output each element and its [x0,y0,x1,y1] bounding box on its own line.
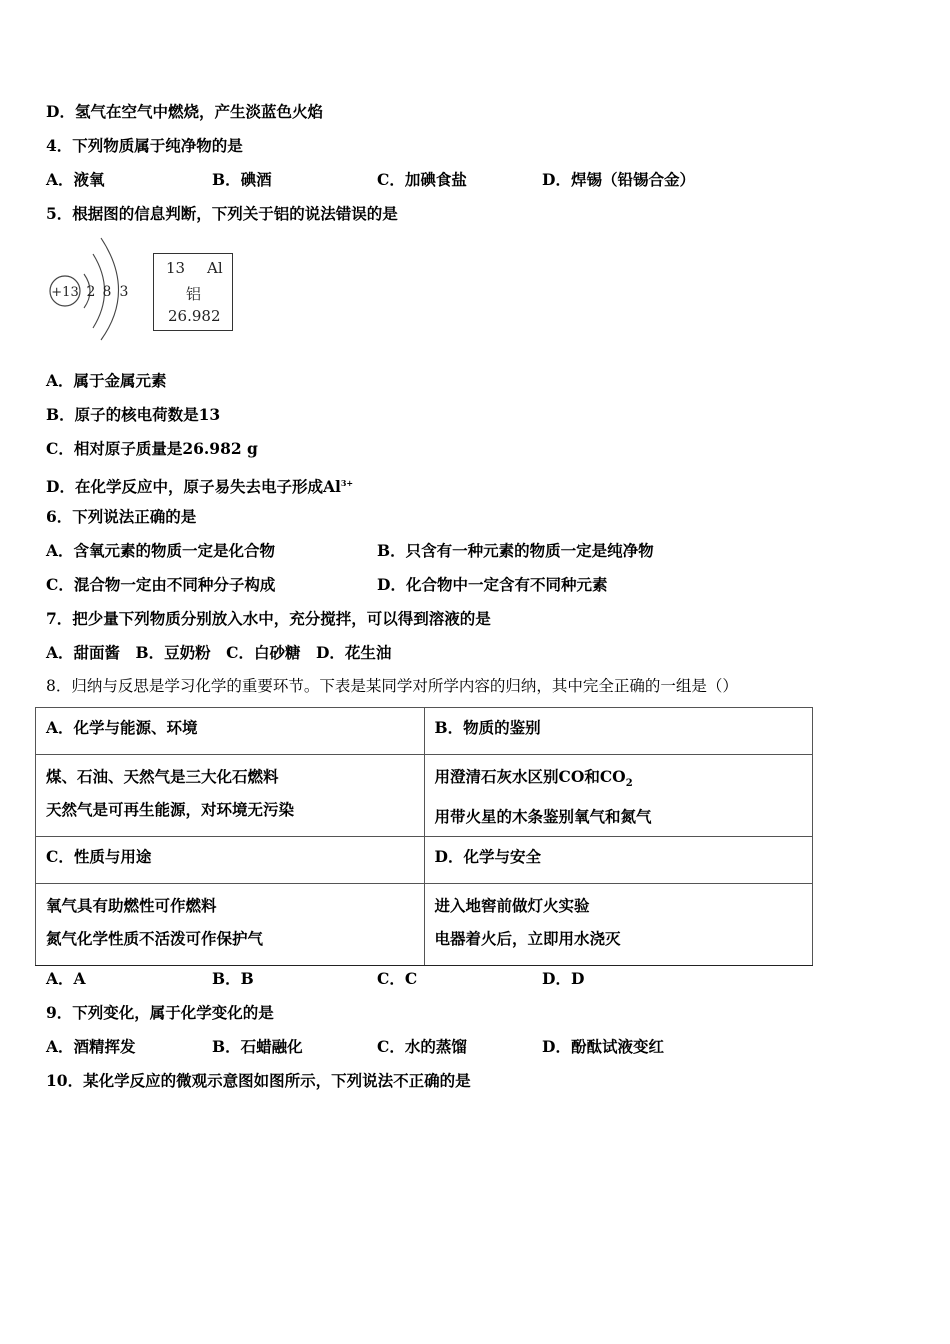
q9-option-c: C．水的蒸馏 [377,1037,467,1056]
table-c-line-2: 氮气化学性质不活泼可作保护气 [46,929,264,948]
shell-count-3: 3 [119,284,129,300]
table-b-title: B．物质的鉴别 [434,718,541,737]
q10-stem: 10．某化学反应的微观示意图如图所示，下列说法不正确的是 [46,1071,471,1090]
q5-stem: 5．根据图的信息判断，下列关于铝的说法错误的是 [46,204,398,223]
q9-stem: 9．下列变化，属于化学变化的是 [46,1003,274,1022]
q4-option-b: B．碘酒 [212,170,272,189]
q8-option-c: C．C [377,969,418,988]
table-d-title: D．化学与安全 [434,847,541,866]
q5-option-c: C．相对原子质量是26.982 g [46,439,258,458]
q8-option-a: A．A [46,969,86,988]
q6-option-d: D．化合物中一定含有不同种元素 [377,575,608,594]
table-a-line-1: 煤、石油、天然气是三大化石燃料 [46,767,279,786]
q7-stem: 7．把少量下列物质分别放入水中，充分搅拌，可以得到溶液的是 [46,609,491,628]
table-a-title: A．化学与能源、环境 [46,718,198,737]
table-d-line-1: 进入地窖前做灯火实验 [434,896,590,915]
table-b-line-1-subscript: 2 [625,778,633,790]
table-cell-c-body [36,884,425,966]
table-cell-c-head [36,837,425,884]
q4-option-c: C．加碘食盐 [377,170,467,189]
q8-option-d: D．D [542,969,585,988]
element-symbol: Al [207,259,223,277]
q9-option-b: B．石蜡融化 [212,1037,303,1056]
table-cell-a-body [36,755,425,837]
q8-summary-table [35,707,813,966]
element-card [153,253,233,331]
nucleus-charge: +13 [51,285,79,300]
table-c-title: C．性质与用途 [46,847,152,866]
table-cell-b-body [424,755,813,837]
table-d-line-2: 电器着火后，立即用水浇灭 [434,929,621,948]
table-b-line-2: 用带火星的木条鉴别氧气和氮气 [434,807,652,827]
q8-stem: 8．归纳与反思是学习化学的重要环节。下表是某同学对所学内容的归纳，其中完全正确的一组是（） [46,677,738,695]
q4-stem: 4．下列物质属于纯净物的是 [46,136,243,155]
table-b-line-1 [435,767,803,794]
atomic-mass: 26.982 [168,307,221,325]
q4-option-d: D．焊锡（铅锡合金） [542,170,695,189]
element-name: 铝 [186,285,202,303]
q3-option-d: D．氢气在空气中燃烧，产生淡蓝色火焰 [46,102,323,121]
q5-option-d [46,473,353,497]
q9-option-d: D．酚酞试液变红 [542,1037,664,1056]
table-cell-b-head [424,708,813,755]
q4-option-a: A．液氧 [46,170,105,189]
table-cell-d-body [424,884,813,966]
q5-option-b: B．原子的核电荷数是13 [46,405,221,424]
q7-options: A．甜面酱 B．豆奶粉 C．白砂糖 D．花生油 [46,643,392,662]
shell-count-2: 8 [102,284,112,300]
table-cell-d-head [424,837,813,884]
table-b-line-1-text: 用澄清石灰水区别CO和CO [434,767,626,786]
q5-option-d-charge: 3+ [340,478,354,488]
q6-option-c: C．混合物一定由不同种分子构成 [46,575,276,594]
atom-structure-diagram [44,232,140,342]
shell-count-1: 2 [86,284,96,300]
q5-option-d-text: D．在化学反应中，原子易失去电子形成Al [46,477,341,497]
atomic-number: 13 [166,259,186,277]
q6-option-b: B．只含有一种元素的物质一定是纯净物 [377,541,654,560]
table-c-line-1: 氧气具有助燃性可作燃料 [46,896,217,915]
q6-option-a: A．含氧元素的物质一定是化合物 [46,541,276,560]
table-cell-a-head [36,708,425,755]
q6-stem: 6．下列说法正确的是 [46,507,197,526]
q9-option-a: A．酒精挥发 [46,1037,136,1056]
q8-option-b: B．B [212,969,254,988]
table-a-line-2: 天然气是可再生能源，对环境无污染 [46,800,295,819]
q5-option-a: A．属于金属元素 [46,371,167,390]
